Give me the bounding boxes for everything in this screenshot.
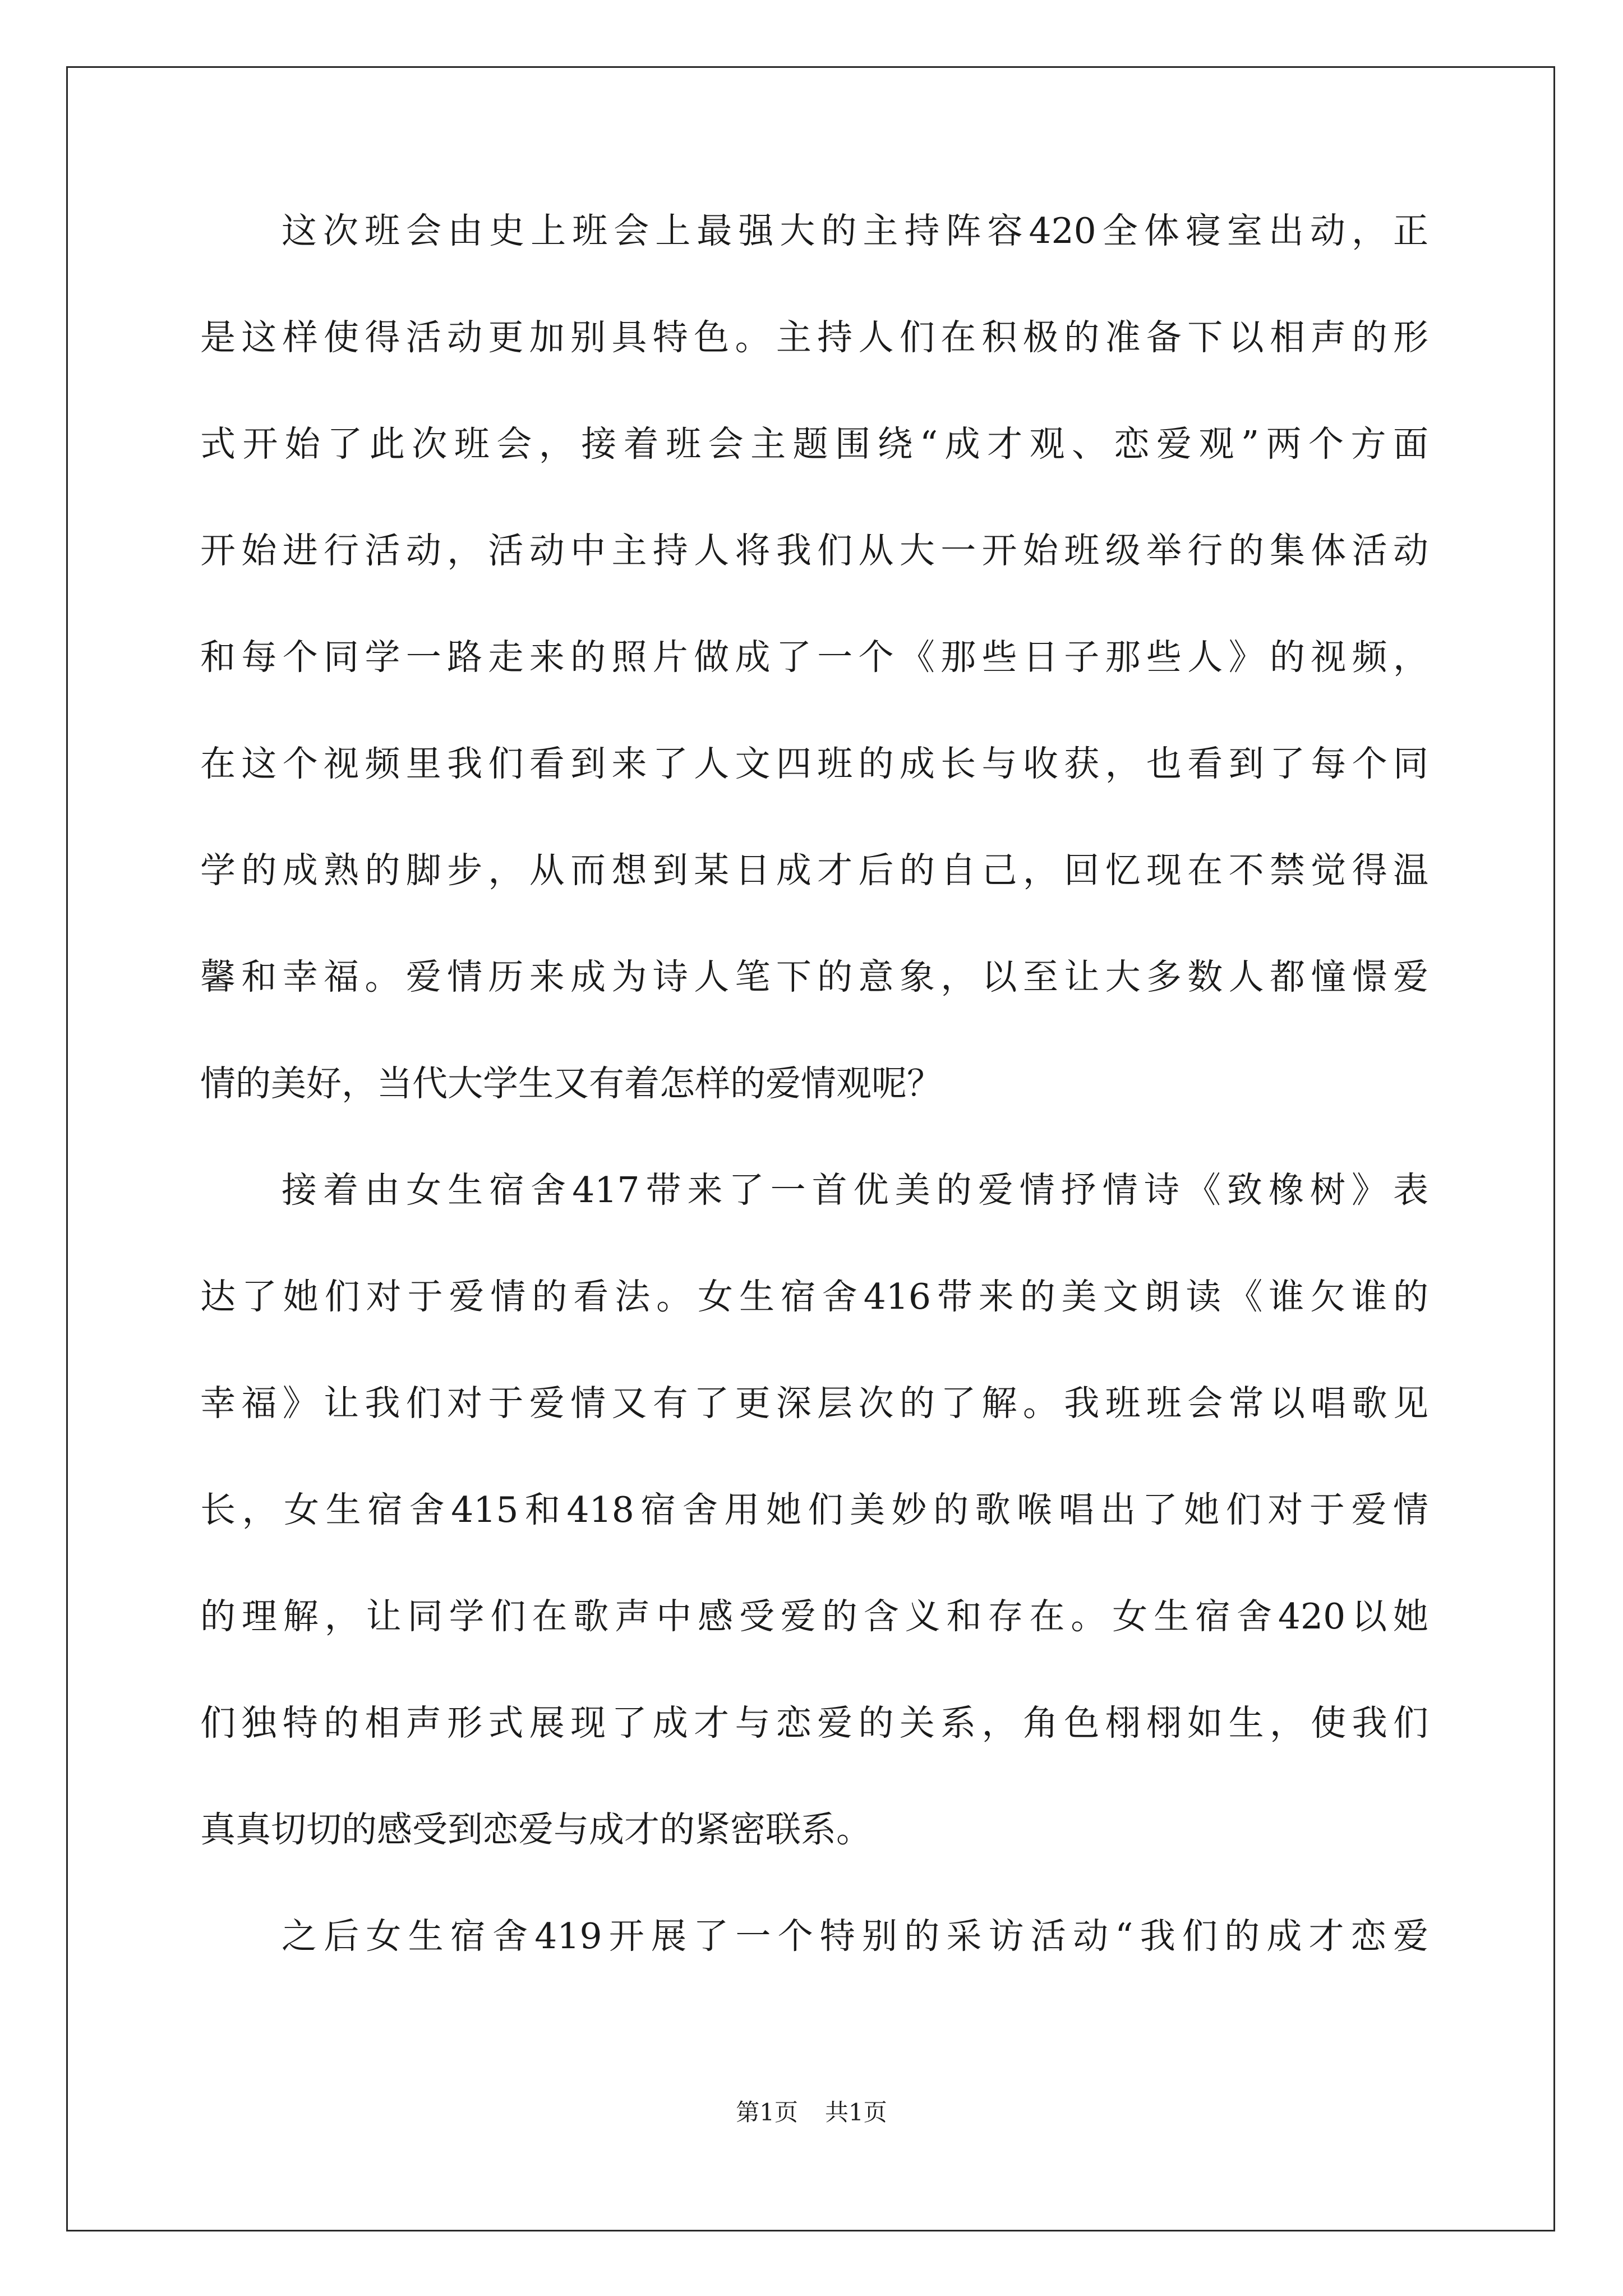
document-body [200,210,1428,2025]
text-line: 的理解，让同学们在歌声中感受爱的含义和存在。女生宿舍420以她 [200,1596,1428,1637]
text-line: 在这个视频里我们看到来了人文四班的成长与收获，也看到了每个同 [200,743,1428,784]
text-line: 幸福》让我们对于爱情又有了更深层次的了解。我班班会常以唱歌见 [200,1383,1428,1424]
page-number-current: 第1页 [736,2099,798,2126]
text-line: 接着由女生宿舍417带来了一首优美的爱情抒情诗《致橡树》表 [282,1170,1428,1211]
text-line: 长，女生宿舍415和418宿舍用她们美妙的歌喉唱出了她们对于爱情 [200,1489,1428,1530]
text-line: 式开始了此次班会，接着班会主题围绕“成才观、恋爱观”两个方面 [200,424,1428,464]
text-line: 达了她们对于爱情的看法。女生宿舍416带来的美文朗读《谁欠谁的 [200,1276,1428,1317]
text-line: 们独特的相声形式展现了成才与恋爱的关系，角色栩栩如生，使我们 [200,1703,1428,1743]
text-line: 开始进行活动，活动中主持人将我们从大一开始班级举行的集体活动 [200,530,1428,571]
text-line: 馨和幸福。爱情历来成为诗人笔下的意象，以至让大多数人都憧憬爱 [200,956,1428,997]
text-line: 学的成熟的脚步，从而想到某日成才后的自己，回忆现在不禁觉得温 [200,850,1428,891]
page-footer [0,2101,1623,2124]
text-line: 真真切切的感受到恋爱与成才的紧密联系。 [200,1809,872,1850]
text-line: 是这样使得活动更加别具特色。主持人们在积极的准备下以相声的形 [200,317,1428,358]
text-line: 这次班会由史上班会上最强大的主持阵容420全体寝室出动，正 [282,210,1428,251]
page-number-total: 共1页 [825,2099,887,2126]
text-line: 情的美好，当代大学生又有着怎样的爱情观呢？ [200,1063,942,1104]
text-line: 和每个同学一路走来的照片做成了一个《那些日子那些人》的视频， [200,637,1428,678]
text-line: 之后女生宿舍419开展了一个特别的采访活动“我们的成才恋爱 [282,1916,1428,1957]
